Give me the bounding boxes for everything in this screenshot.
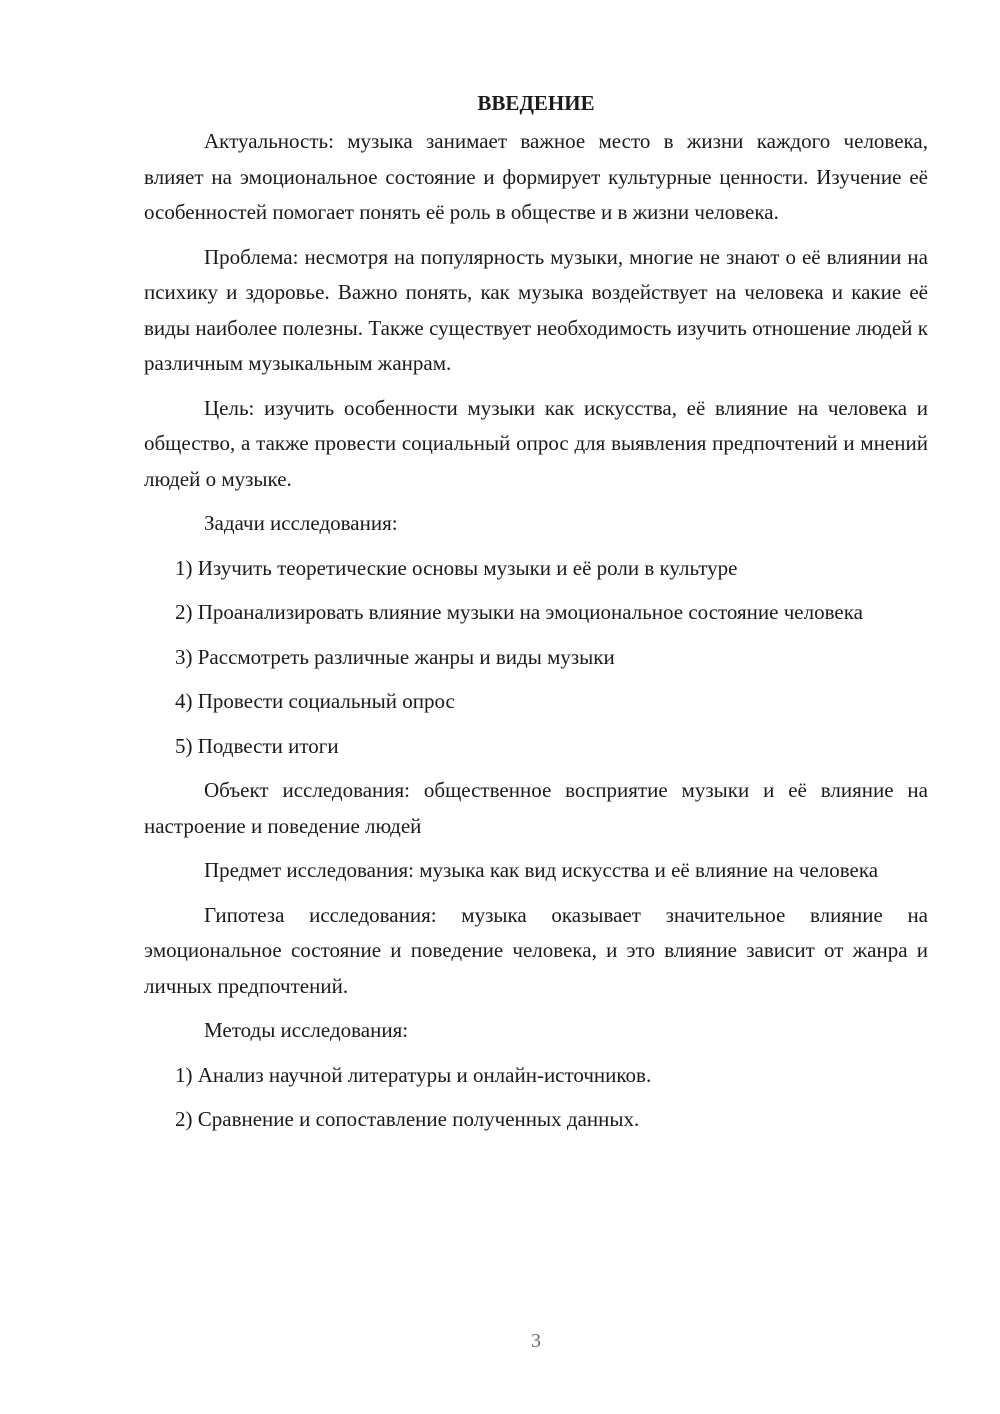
paragraph-tasks-intro: Задачи исследования: xyxy=(204,511,398,535)
task-item-4: 4) Провести социальный опрос xyxy=(175,689,455,713)
paragraph-goal: Цель: изучить особенности музыки как искусства, её влияние на человека и общество, а также провести социальный опрос для выявления предпочтений и мнений людей о музыке. xyxy=(144,395,928,491)
task-item-3: 3) Рассмотреть различные жанры и виды музыки xyxy=(175,644,615,669)
page-number: 3 xyxy=(531,1330,541,1352)
paragraph-methods-intro: Методы исследования: xyxy=(204,1018,409,1042)
task-item-5: 5) Подвести итоги xyxy=(175,733,339,758)
document-page xyxy=(144,88,928,1147)
paragraph-actuality: Актуальность: музыка занимает важное место в жизни каждого человека, влияет на эмоциональное состояние и формирует культурные ценности. Изучение её особенностей помогает понять её роль в обществе и в жизни человека. xyxy=(144,129,928,224)
task-item-1: 1) Изучить теоретические основы музыки и её роли в культуре xyxy=(175,555,738,580)
method-item-2: 2) Сравнение и сопоставление полученных данных. xyxy=(175,1107,640,1131)
paragraph-hypothesis: Гипотеза исследования: музыка оказывает значительное влияние на эмоциональное состояние и поведение человека, и это влияние зависит от жанра и личных предпочтений. xyxy=(144,902,928,998)
method-item-1: 1) Анализ научной литературы и онлайн-источников. xyxy=(175,1062,652,1087)
section-heading: ВВЕДЕНИЕ xyxy=(477,91,595,115)
paragraph-problem: Проблема: несмотря на популярность музыки, многие не знают о её влиянии на психику и здоровье. Важно понять, как музыка воздействует на человека и какие её виды наиболее полезны. Также существует необходимость изучить отношение людей к различным музыкальным жанрам. xyxy=(144,244,928,375)
paragraph-subject: Предмет исследования: музыка как вид искусства и её влияние на человека xyxy=(204,858,879,882)
task-item-2: 2) Проанализировать влияние музыки на эмоциональное состояние человека xyxy=(175,600,863,624)
paragraph-object: Объект исследования: общественное восприятие музыки и её влияние на настроение и поведение людей xyxy=(144,778,928,838)
